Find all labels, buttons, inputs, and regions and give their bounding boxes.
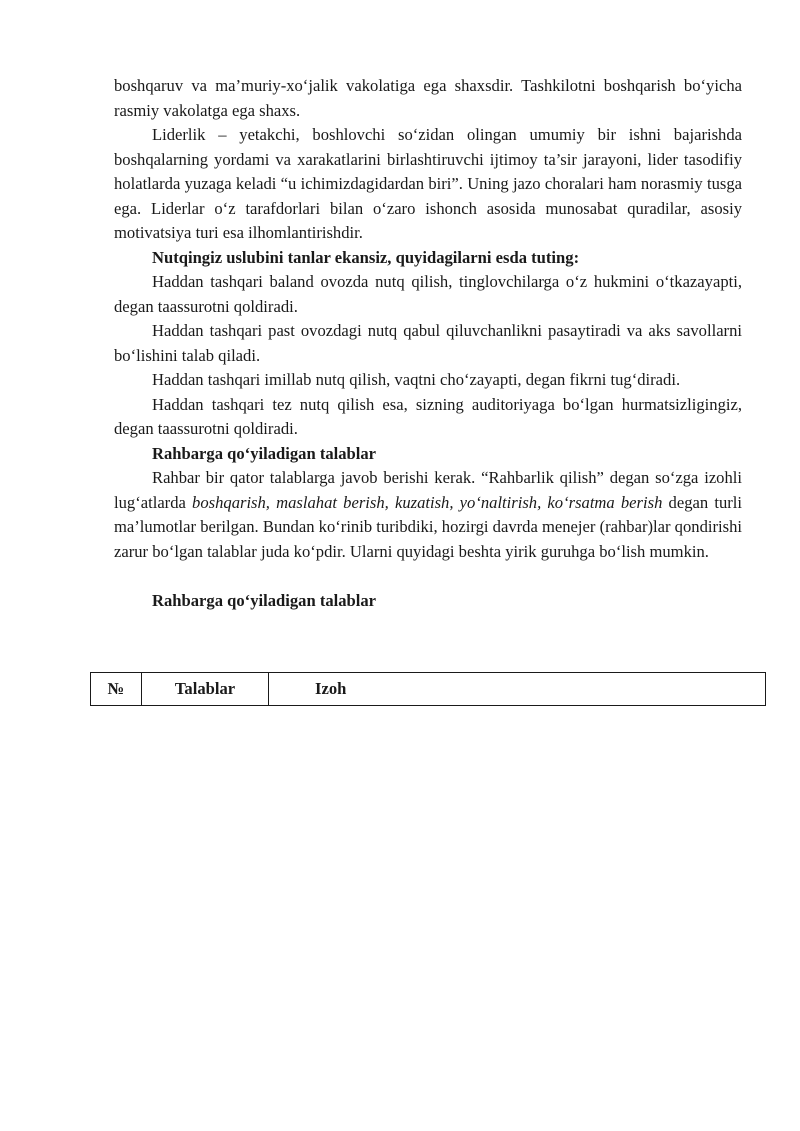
- requirements-table: [90, 672, 766, 706]
- paragraph-leadership-authority: boshqaruv va ma’muriy-xo‘jalik vakolatiga ega shaxsdir. Tashkilotni boshqarish bo‘yicha rasmiy vakolatga ega shaxs.: [114, 76, 742, 120]
- paragraph-slow-speech: Haddan tashqari imillab nutq qilish, vaqtni cho‘zayapti, degan fikrni tug‘diradi.: [152, 370, 681, 389]
- paragraph-text-end: degan turli ma’lumotlar berilgan. Bundan ko‘rinib turibdiki, hozirgi davrda menejer (rahbar)lar qondirishi zarur bo‘lgan talablar juda ko‘pdir. Ularni quyidagi beshta yirik guruhga bo‘lish mumkin.: [114, 492, 742, 561]
- paragraph-text-start: Rahbar bir qator talablarga javob berishi kerak. “Rahbarlik qilish” degan so‘zga izohli lug‘atlarda: [114, 468, 742, 512]
- document-page: [114, 74, 742, 613]
- table-header-number: №: [91, 673, 142, 706]
- heading-speech-style: Nutqingiz uslubini tanlar ekansiz, quyidagilarni esda tuting:: [152, 247, 580, 267]
- paragraph-leadership-definition: Liderlik – yetakchi, boshlovchi so‘zidan olingan umumiy bir ishni bajarishda boshqalarning yordami va xarakatlarini birlashtiruvchi ijtimoy ta’sir jarayoni, lider tasodifiy holatlarda yuzaga keladi “u ichimizdagidardan biri”. Uning jazo choralari ham norasmiy tusga ega. Liderlar o‘z tarafdorlari bilan o‘zaro ishonch asosida munosabat quradilar, asosiy motivatsiya turi esa ilhomlantirishdir.: [114, 125, 742, 242]
- paragraph-loud-speech: Haddan tashqari baland ovozda nutq qilish, tinglovchilarga o‘z hukmini o‘tkazayapti, degan taassurotni qoldiradi.: [114, 272, 742, 316]
- paragraph-leader-requirements: [114, 466, 742, 564]
- table-header-row: [91, 673, 766, 706]
- table-caption: Rahbarga qo‘yiladigan talablar: [152, 590, 377, 610]
- table-header-requirements: Talablar: [142, 673, 269, 706]
- table-header-notes: Izoh: [269, 673, 766, 706]
- heading-leader-requirements: Rahbarga qo‘yiladigan talablar: [152, 443, 377, 463]
- paragraph-quiet-speech: Haddan tashqari past ovozdagi nutq qabul qiluvchanlikni pasaytiradi va aks savollarni bo‘lishini talab qiladi.: [114, 321, 742, 365]
- paragraph-fast-speech: Haddan tashqari tez nutq qilish esa, sizning auditoriyaga bo‘lgan hurmatsizligingiz, degan taassurotni qoldiradi.: [114, 394, 742, 438]
- blank-line: [114, 564, 742, 589]
- paragraph-text-italic-terms: boshqarish, maslahat berish, kuzatish, yo‘naltirish, ko‘rsatma berish: [192, 492, 663, 512]
- requirements-table-wrapper: [90, 672, 766, 706]
